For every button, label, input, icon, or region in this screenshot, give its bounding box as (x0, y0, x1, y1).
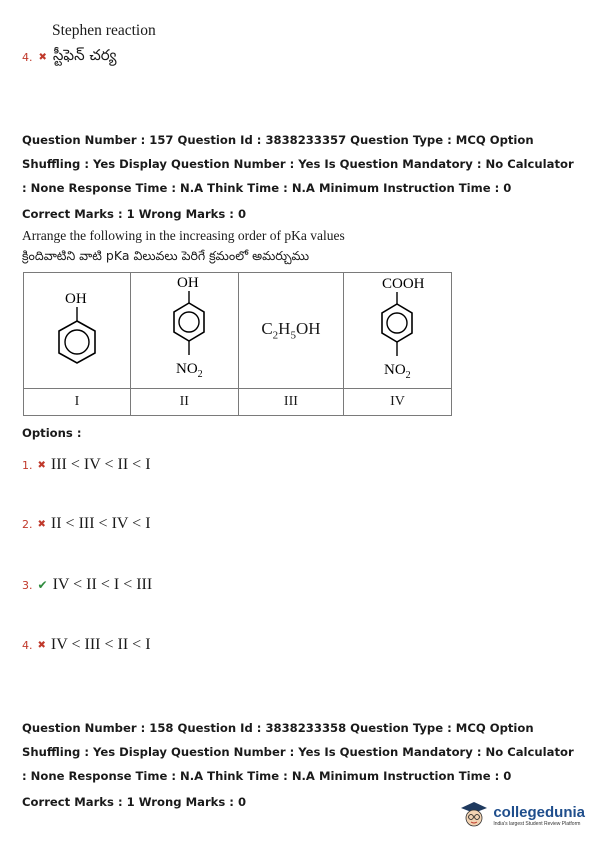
nitro-label: $NO_2$ (384, 362, 411, 381)
previous-option-text-english: Stephen reaction (52, 22, 156, 39)
nitro-label: $NO_2$ (175, 361, 203, 380)
option-number: 1. (22, 458, 33, 472)
option-1[interactable] (22, 456, 151, 474)
question-157-info: Question Number : 157 Question Id : 3838233357 Question Type : MCQ Option Shuffling : Yes Display Question Number : Yes Is Question Mandatory : No Calculator : None Response Time : N.A Think Time : N.A Minimum Instruction Time : 0 (22, 133, 574, 195)
option-number: 3. (22, 578, 33, 592)
question-157-text-english: Arrange the following in the increasing order of pKa values (22, 228, 345, 243)
collegedunia-watermark (459, 800, 585, 830)
structure-label-iv: IV (344, 389, 452, 416)
structure-phenol (24, 273, 131, 389)
ethanol-formula: $C_2H_5OH$ (261, 319, 321, 342)
option-4[interactable] (22, 636, 151, 654)
structure-label-i: I (24, 389, 131, 416)
cross-icon: ✖ (37, 518, 46, 530)
option-2[interactable] (22, 515, 151, 533)
p-nitrophenol-structure-drawing (132, 273, 237, 383)
question-158-marks: Correct Marks : 1 Wrong Marks : 0 (22, 795, 247, 809)
p-nitrobenzoic-acid-structure-drawing (345, 273, 450, 383)
question-157-marks: Correct Marks : 1 Wrong Marks : 0 (22, 207, 247, 221)
previous-option-text-telugu: స్టీఫెన్ చర్య (52, 46, 117, 64)
option-number: 4. (22, 50, 33, 64)
structures-table (23, 272, 452, 416)
option-text: II < III < IV < I (50, 515, 151, 532)
option-text: IV < II < I < III (52, 576, 153, 593)
previous-option-4 (22, 46, 117, 68)
cross-icon: ✖ (37, 639, 46, 651)
watermark-name: collegedunia (493, 803, 585, 821)
phenol-structure-drawing (25, 273, 129, 383)
carboxyl-label: COOH (382, 276, 425, 292)
option-number: 4. (22, 638, 33, 652)
structure-p-nitrophenol (130, 273, 238, 389)
option-number: 2. (22, 517, 33, 531)
options-heading: Options : (22, 426, 82, 440)
option-3[interactable] (22, 576, 152, 594)
cross-icon: ✖ (37, 459, 46, 471)
hydroxyl-label: OH (176, 275, 199, 291)
mascot-icon (459, 800, 489, 830)
structure-label-ii: II (130, 389, 238, 416)
option-text: IV < III < II < I (50, 636, 151, 653)
cross-icon: ✖ (38, 51, 47, 63)
option-text: III < IV < II < I (50, 456, 151, 473)
structure-ethanol (238, 273, 343, 389)
check-icon: ✔ (37, 578, 48, 592)
watermark-tagline: India's largest Student Review Platform (493, 820, 581, 827)
question-157-text-telugu: క్రిందివాటిని వాటి pKa విలువలు పెరిగే క్రమంలో అమర్చుము (22, 248, 310, 263)
question-158-info: Question Number : 158 Question Id : 3838233358 Question Type : MCQ Option Shuffling : Yes Display Question Number : Yes Is Question Mandatory : No Calculator : None Response Time : N.A Think Time : N.A Minimum Instruction Time : 0 (22, 721, 574, 783)
hydroxyl-label: OH (64, 291, 87, 307)
structure-p-nitrobenzoic-acid (344, 273, 452, 389)
structure-label-iii: III (238, 389, 343, 416)
